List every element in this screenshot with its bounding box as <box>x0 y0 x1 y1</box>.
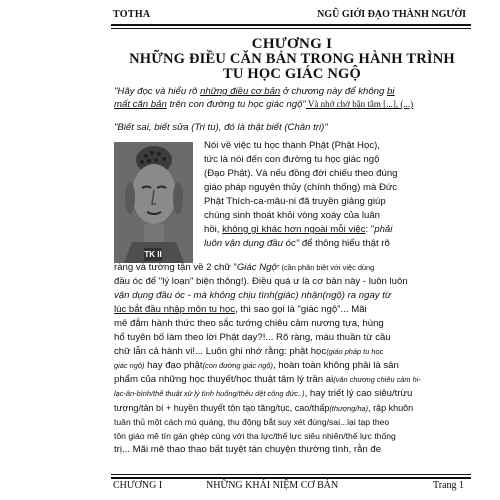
chapter-title-line-2: TU HỌC GIÁC NGỘ <box>223 66 361 82</box>
body-line-12: lúc bắt đầu nhập môn tu học, thì sao gọi là "giác ngộ"... Mãi <box>114 304 367 315</box>
body-line-9: ràng và tường tận về 2 chữ "Giác Ngộ" (cần phân biệt với việc dùng <box>114 262 375 273</box>
body-line-14: hổ tuyên bố làm theo lời Phật dạy?!... Rõ ràng, máu thuần từ cầu <box>114 332 391 343</box>
body-line-8: luôn vận dụng đầu óc" để thông hiểu thật rõ <box>204 238 390 249</box>
buddha-head-icon <box>114 142 193 263</box>
footer-divider <box>111 474 471 479</box>
header-divider <box>111 24 471 29</box>
body-line-5: Phật Thích-ca-mâu-ni đã truyền giảng giúp <box>204 196 386 207</box>
body-line-16: giác ngộ) hay đạo phật(con đường giác ngộ), hoàn toàn không phải là sản <box>114 360 399 371</box>
body-line-13: mê đắm hành thức theo sắc tướng chiêu cảm nương tựa, hùng <box>114 318 384 329</box>
body-line-2: tức là nói đến con đường tu học giác ngộ <box>204 154 380 165</box>
header-author: TOTHA <box>113 9 151 20</box>
header-book-title: NGŨ GIỚI ĐẠO THÀNH NGƯỜI <box>317 9 466 20</box>
body-line-20: tuân thủ một cách mù quáng, thu động bắt suy xét đúng/sai...lại tạp theo <box>114 417 390 427</box>
body-line-4: giáo pháp nguyên thủy (chính thống) mà Đức <box>204 182 398 193</box>
body-line-19: tượng/tản bí + huyền thuyết tôn tạo tăng/tục, cao/thấp(thượng/hạ), rập khuôn <box>114 403 414 413</box>
footer-section-title: NHỮNG KHÁI NIỆM CƠ BẢN <box>206 480 339 491</box>
body-line-10: đầu óc để "lý loạn" biện thông!). Điều quá ư là cơ bản này - luôn luôn <box>114 276 408 287</box>
body-line-15: chữ lẫn cả hành vi!... Luôn ghi nhớ rằng: phật học(giáo pháp tu học <box>114 346 384 357</box>
body-line-22: trị... Mãi mê thao thao bất tuyệt tán chuyện thường tình, rằn đe <box>114 444 382 455</box>
footer-chapter: CHƯƠNG I <box>113 480 163 491</box>
image-label: TK II <box>144 250 162 259</box>
body-line-18: lạc-ân-bình/thế thuật xử lý tình huống/thêu dệt công đức..), hay triết lý cao siêu/trừu <box>114 388 413 399</box>
body-line-17: phẩm của những học thuyết/học thuật tâm lý trần ai(văn chương chiêu cảm hi- <box>114 374 421 385</box>
buddha-head-statue-image <box>114 142 193 263</box>
chapter-number: CHƯƠNG I <box>251 36 333 52</box>
epigraph-quote: "Biết sai, biết sửa (Tri tu), đó là thật biết (Chân tri)" <box>114 122 328 133</box>
chapter-title-line-1: NHỮNG ĐIỀU CĂN BẢN TRONG HÀNH TRÌNH <box>129 51 455 67</box>
epigraph-line-1: "Hãy đọc và hiểu rõ những điều cơ bản ở chương này để không bị <box>114 86 395 97</box>
body-line-6: chúng sinh thoát khỏi vòng xoáy của luân <box>204 210 381 221</box>
page-header <box>113 8 466 24</box>
body-line-11: vận dụng đầu óc - mà không chịu tình(giác) nhận(ngộ) ra ngay từ <box>114 290 392 301</box>
body-line-21: tôn giáo mê tín gán ghép cùng với tha lực/thế lực siêu nhiên/thế lực thống <box>114 431 396 441</box>
epigraph-line-2: mất căn bản trên con đường tu học giác ngộ" Và nhớ chớ bận tâm [...], (...) <box>114 99 414 110</box>
footer-page-number: Trang 1 <box>433 480 465 491</box>
body-line-1: Nói về việc tu học thành Phật (Phật Học), <box>204 140 380 151</box>
body-line-7: hồi, không gì khác hơn ngoài mỗi việc: "phải <box>204 224 393 235</box>
body-line-3: (Đạo Phật). Và nếu đồng đời chiếu theo đúng <box>204 168 398 179</box>
